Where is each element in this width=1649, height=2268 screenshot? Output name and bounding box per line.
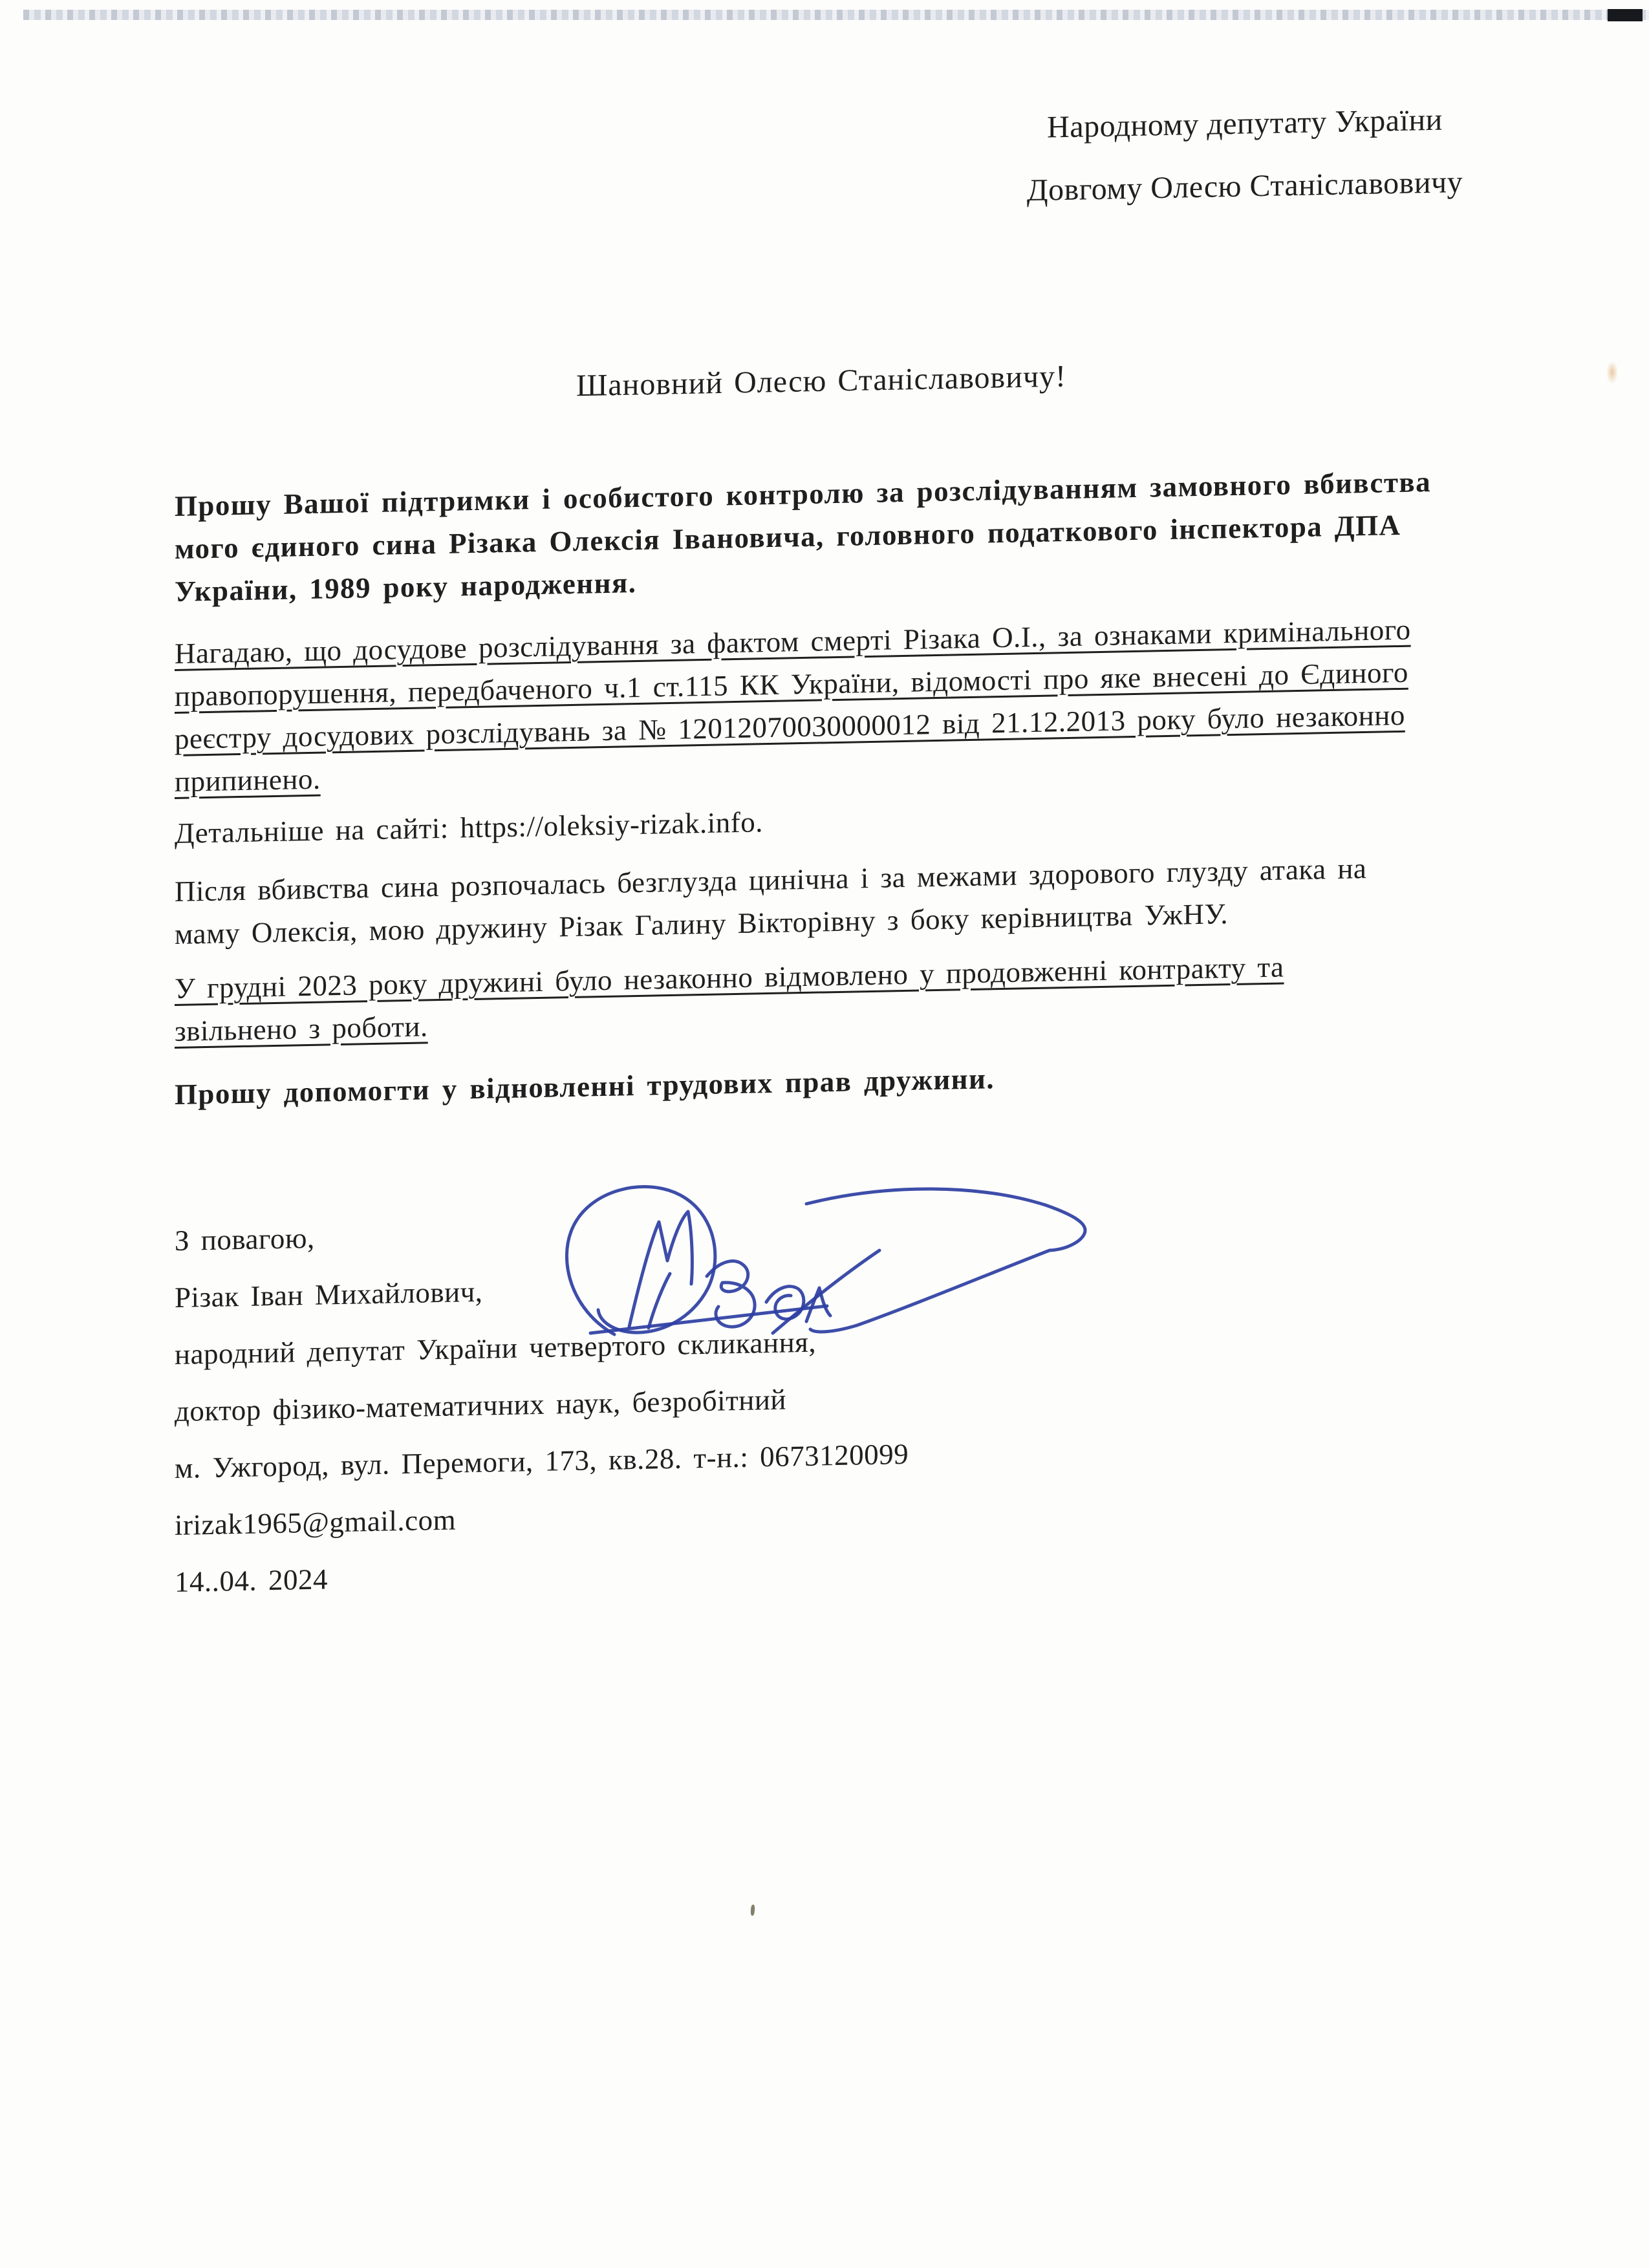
paragraph-line: маму Олексія, мою дружину Різак Галину Вікторівну з боку керівництва УжНУ.	[175, 897, 1229, 950]
paragraph-line: Після вбивства сина розпочалась безглузда цинічна і за межами здорового глузду атака на	[175, 851, 1367, 908]
paragraph-dismissal	[175, 941, 1507, 1053]
sender-address-line: м. Ужгород, вул. Перемоги, 173, кв.28. т-н.: 0673120099	[175, 1437, 909, 1484]
recipient-line: Народному депутату України	[1047, 102, 1443, 145]
paragraph-line: Прошу допомогти у відновленні трудових прав дружини.	[175, 1062, 995, 1111]
paragraph-line: мого єдиного сина Різака Олексія Івановича, головного податкового інспектора ДПА	[175, 508, 1401, 565]
scan-speck	[1606, 361, 1618, 384]
sender-email-line: irizak1965@gmail.com	[175, 1503, 457, 1541]
paragraph-plea	[175, 1047, 1507, 1116]
paragraph-line: У грудні 2023 року дружині було незаконно відмовлено у продовженні контракту та	[175, 950, 1284, 1005]
salutation: Шановний Олесю Станіславовичу!	[576, 359, 1067, 403]
paragraph-line: припинено.	[175, 762, 321, 798]
sender-role-line: народний депутат України четвертого скликання,	[175, 1325, 817, 1371]
paragraph-line: реєстру досудових розслідувань за № 12012070030000012 від 21.12.2013 року було незаконно	[175, 698, 1405, 755]
scan-corner-artifact	[1608, 9, 1643, 21]
sender-role-line: доктор фізико-математичних наук, безробітний	[175, 1383, 786, 1428]
paragraph-line: правопорушення, передбаченого ч.1 ст.115 КК України, відомості про яке внесені до Єдиного	[175, 656, 1408, 712]
paragraph-request	[175, 459, 1507, 613]
paragraph-line: Нагадаю, що досудове розслідування за фактом смерті Різака О.І., за ознаками кримінального	[175, 613, 1411, 670]
recipient-line: Довгому Олесю Станіславовичу	[1026, 164, 1463, 208]
handwritten-signature	[553, 1171, 1135, 1340]
closing-line: З повагою,	[175, 1221, 315, 1257]
paragraph-line: України, 1989 року народження.	[175, 566, 637, 608]
sender-name-line: Різак Іван Михайлович,	[175, 1275, 483, 1314]
paragraph-attack	[175, 844, 1507, 956]
scan-top-edge-artifact	[23, 10, 1649, 20]
paragraph-reminder	[175, 606, 1507, 803]
scan-speck	[750, 1905, 755, 1916]
website-line: Детальніше на сайті: https://oleksiy-rizak.info.	[175, 806, 763, 850]
paragraph-line: Прошу Вашої підтримки і особистого контролю за розслідуванням замовного вбивства	[175, 465, 1432, 522]
letter-date-line: 14..04. 2024	[175, 1563, 328, 1598]
recipient-block	[999, 87, 1491, 222]
paragraph-line: звільнено з роботи.	[175, 1010, 428, 1047]
